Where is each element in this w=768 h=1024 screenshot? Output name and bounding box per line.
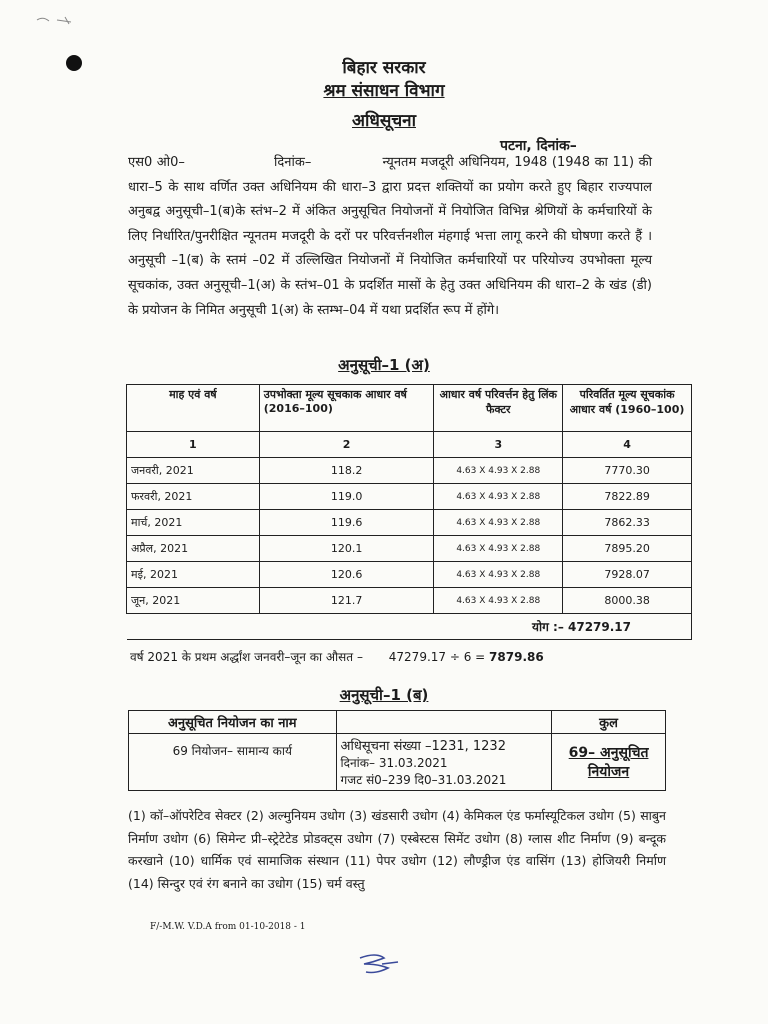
col-num: 3 xyxy=(434,432,563,458)
notification-date: दिनांक– 31.03.2021 xyxy=(340,756,448,770)
notification-number: अधिसूचना संख्या –1231, 1232 xyxy=(340,739,506,754)
average-result: 7879.86 xyxy=(489,650,544,664)
schedule-b-title: अनुसूची–1 (ब) xyxy=(339,686,429,704)
corner-mark-icon xyxy=(35,14,75,28)
cell-employment-name: 69 नियोजन– सामान्य कार्य xyxy=(129,734,337,791)
cell-month: मार्च, 2021 xyxy=(127,510,260,536)
average-line xyxy=(130,648,544,665)
cell-month: मई, 2021 xyxy=(127,562,260,588)
cell-converted: 8000.38 xyxy=(563,588,692,614)
cell-cpi: 120.1 xyxy=(259,536,434,562)
cell-month: जून, 2021 xyxy=(127,588,260,614)
table-header-row xyxy=(127,385,692,432)
cell-cpi: 119.6 xyxy=(259,510,434,536)
gazette-number: गजट सं0–239 दि0–31.03.2021 xyxy=(340,773,507,787)
total-row xyxy=(127,614,692,640)
government-title: बिहार सरकार xyxy=(342,58,426,78)
header-blank xyxy=(336,711,552,734)
cell-factor: 4.63 X 4.93 X 2.88 xyxy=(434,510,563,536)
col-num: 1 xyxy=(127,432,260,458)
table-row xyxy=(127,562,692,588)
header-total: कुल xyxy=(552,711,666,734)
cell-cpi: 120.6 xyxy=(259,562,434,588)
cell-converted: 7895.20 xyxy=(563,536,692,562)
header-cpi: उपभोक्ता मूल्य सूचकाक आधार वर्ष (2016–100) xyxy=(259,385,434,432)
cell-cpi: 118.2 xyxy=(259,458,434,484)
cell-factor: 4.63 X 4.93 X 2.88 xyxy=(434,536,563,562)
header-converted: परिवर्तित मूल्य सूचकांक आधार वर्ष (1960–100) xyxy=(563,385,692,432)
cell-notification xyxy=(336,734,552,791)
schedule-a-table xyxy=(126,384,692,640)
schedule-b-table xyxy=(128,710,666,791)
header-month: माह एवं वर्ष xyxy=(127,385,260,432)
table-header-row xyxy=(129,711,666,734)
cell-factor: 4.63 X 4.93 X 2.88 xyxy=(434,458,563,484)
department-title: श्रम संसाधन विभाग xyxy=(323,81,445,101)
intro-paragraph xyxy=(128,151,652,323)
cell-converted: 7928.07 xyxy=(563,562,692,588)
header-employment-name: अनुसूचित नियोजन का नाम xyxy=(129,711,337,734)
col-num: 4 xyxy=(563,432,692,458)
cell-cpi: 121.7 xyxy=(259,588,434,614)
cell-converted: 7770.30 xyxy=(563,458,692,484)
total-cell: योग :– 47279.17 xyxy=(127,614,692,640)
schedule-a-title: अनुसूची–1 (अ) xyxy=(338,356,430,374)
ref-date: दिनांक– xyxy=(274,155,312,170)
table-row xyxy=(127,484,692,510)
table-row xyxy=(127,458,692,484)
table-row xyxy=(129,734,666,791)
average-calc: 47279.17 ÷ 6 = xyxy=(388,650,490,664)
table-row xyxy=(127,510,692,536)
column-number-row xyxy=(127,432,692,458)
industries-list: (1) कॉ–ऑपरेटिव सेक्टर (2) अल्मुनियम उधोग (3) खंडसारी उधोग (4) केमिकल एंड फर्मास्यूटिकल उधोग (5) साबुन निर्माण उधोग (6) सिमेन्ट प्री–स्ट्रेटेटेड प्रोडक्ट्स उधोग (7) एस्बेस्टस सिमेंट उधोग (8) ग्लास शीट निर्माण (9) बन्दूक करखाने (10) धार्मिक एवं सामाजिक संस्थान (11) पेपर उधोग (12) लौण्ड्रीज एंड वासिंग (13) होजियरी निर्माण (14) सिन्दुर एवं रंग बनाने का उधोग (15) चर्म वस्तु xyxy=(128,808,666,891)
cell-factor: 4.63 X 4.93 X 2.88 xyxy=(434,588,563,614)
ref-no: एस0 ओ0– xyxy=(128,155,185,170)
table-row xyxy=(127,588,692,614)
average-label: वर्ष 2021 के प्रथम अर्द्धांश जनवरी–जून का औसत – xyxy=(130,650,363,664)
cell-month: अप्रैल, 2021 xyxy=(127,536,260,562)
footer-code: F/-M.W. V.D.A from 01-10-2018 - 1 xyxy=(150,922,306,932)
cell-total: 69– अनुसूचित नियोजन xyxy=(552,734,666,791)
notification-title: अधिसूचना xyxy=(352,111,416,131)
cell-converted: 7822.89 xyxy=(563,484,692,510)
place-date: पटना, दिनांक– xyxy=(500,138,577,154)
col-num: 2 xyxy=(259,432,434,458)
signature-icon xyxy=(354,950,404,978)
table-row xyxy=(127,536,692,562)
intro-body: न्यूनतम मजदूरी अधिनियम, 1948 (1948 का 11) की धारा–5 के साथ वर्णित उक्त अधिनियम की धारा–3 द्वारा प्रदत्त शक्तियों का प्रयोग करते हुए बिहार राज्यपाल अनुबद्व अनुसूची–1(ब)के स्तंभ–2 में अंकित अनुसूचित नियोजनों में नियोजित विभिन्न श्रेणियों के कर्मचारियों के लिए निर्धारित/पुनरीक्षित न्यूनतम मजदूरी के दरों पर परिवर्त्तनशील मंहगाई भत्ता लागू करने की घोषणा करते हैं । अनुसूची –1(ब) के स्तमं –02 में उल्लिखित नियोजनों में नियोजित कर्मचारियों पर परियोज्य उपभोक्ता मूल्य सूचकांक, उक्त अनुसूची–1(अ) के स्तंभ–01 के प्रदर्शित मासों के हेतु उक्त अधिनियम की धारा–2 के खंड (डी) के प्रयोजन के निमित अनुसूची 1(अ) के स्तम्भ–04 में यथा प्रदर्शित रूप में होंगे। xyxy=(128,155,652,318)
header-factor: आधार वर्ष परिवर्त्तन हेतु लिंक फैक्टर xyxy=(434,385,563,432)
cell-converted: 7862.33 xyxy=(563,510,692,536)
cell-factor: 4.63 X 4.93 X 2.88 xyxy=(434,562,563,588)
cell-factor: 4.63 X 4.93 X 2.88 xyxy=(434,484,563,510)
cell-cpi: 119.0 xyxy=(259,484,434,510)
cell-month: फरवरी, 2021 xyxy=(127,484,260,510)
cell-month: जनवरी, 2021 xyxy=(127,458,260,484)
